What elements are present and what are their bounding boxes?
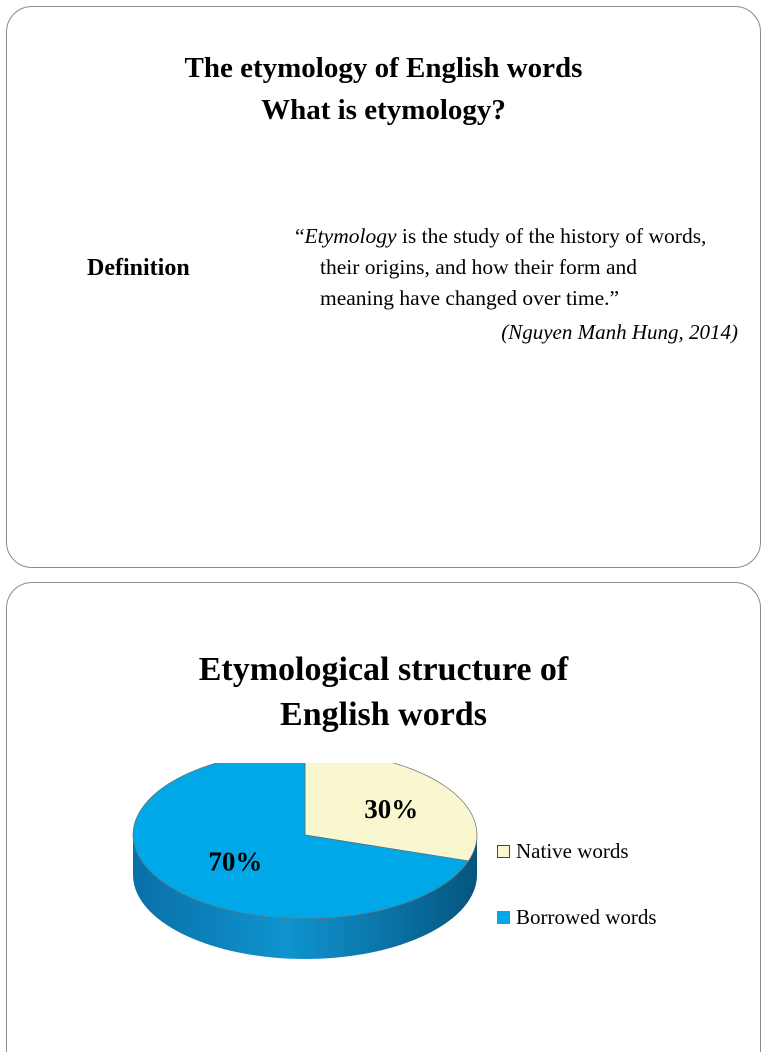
citation: (Nguyen Manh Hung, 2014) [501, 320, 738, 344]
definition-label: Definition [87, 255, 190, 281]
pie-label-borrowed: 70% [208, 846, 263, 877]
quote-line-2: their origins, and how their form and [320, 255, 638, 279]
quote-line-1-rest: is the study of the history of words, [396, 224, 707, 248]
pie-chart [117, 763, 487, 983]
slide-title [7, 47, 760, 131]
definition-quote [295, 221, 750, 314]
quote-open-mark: “ [295, 224, 305, 248]
slide-etymological-structure [6, 582, 761, 1052]
legend-item-borrowed [497, 904, 657, 930]
quote-line-1 [295, 221, 750, 252]
legend-item-native [497, 838, 657, 864]
slide-etymology-definition [6, 6, 761, 568]
quote-term: Etymology [304, 224, 397, 248]
quote-line-3: meaning have changed over time.” [320, 286, 620, 310]
pie-label-native: 30% [364, 793, 419, 824]
title-line-2: What is etymology? [261, 94, 506, 126]
chart-legend [497, 838, 657, 970]
legend-label-native: Native words [516, 838, 629, 863]
legend-swatch-borrowed [497, 911, 510, 924]
slide-title [7, 647, 760, 737]
title-line-1: Etymological structure of [198, 651, 569, 688]
title-line-2: English words [280, 696, 487, 733]
legend-label-borrowed: Borrowed words [516, 904, 657, 929]
legend-swatch-native [497, 845, 510, 858]
title-line-1: The etymology of English words [184, 52, 583, 84]
